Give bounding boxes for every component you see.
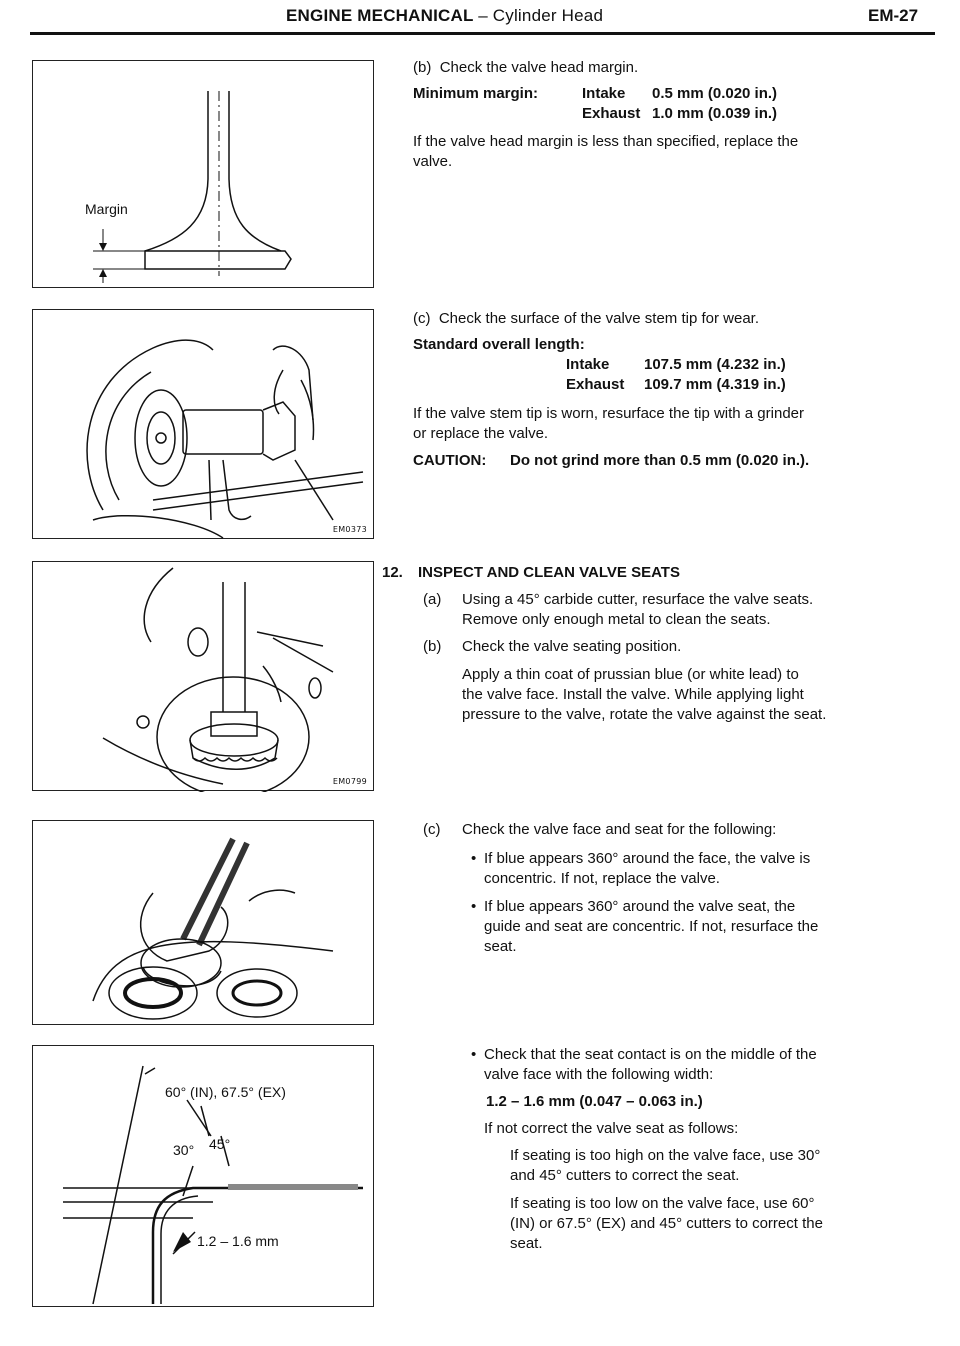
section-title: INSPECT AND CLEAN VALVE SEATS bbox=[418, 564, 680, 581]
stem-note-1: If the valve stem tip is worn, resurface the tip with a grinder bbox=[413, 405, 805, 422]
figure-code: EM0373 bbox=[332, 525, 367, 534]
too-low-line-1: If seating is too low on the valve face, use 60° bbox=[510, 1195, 815, 1212]
margin-note-2: valve. bbox=[413, 153, 453, 170]
caution-text: Do not grind more than 0.5 mm (0.020 in.). bbox=[510, 452, 810, 469]
step-b-line-1: Apply a thin coat of prussian blue (or white lead) to bbox=[462, 666, 799, 683]
step-c-text: Check the valve face and seat for the following: bbox=[462, 821, 777, 838]
intake-value: 0.5 mm (0.020 in.) bbox=[652, 85, 778, 102]
figure-valve-margin bbox=[32, 60, 374, 288]
step-b-label: (b) bbox=[423, 638, 442, 655]
contact-line-1: • Check that the seat contact is on the middle of the bbox=[484, 1045, 817, 1065]
too-high-line-1: If seating is too high on the valve face, use 30° bbox=[510, 1147, 821, 1164]
section-number: 12. bbox=[382, 564, 403, 581]
grinder-drawing bbox=[33, 310, 375, 540]
step-b-text: Check the valve seating position. bbox=[462, 638, 682, 655]
header-rule bbox=[30, 32, 935, 35]
page-number: EM-27 bbox=[868, 6, 919, 25]
contact-width-value: 1.2 – 1.6 mm (0.047 – 0.063 in.) bbox=[486, 1093, 703, 1110]
margin-note-1: If the valve head margin is less than specified, replace the bbox=[413, 133, 799, 150]
contact-line-2: valve face with the following width: bbox=[484, 1066, 714, 1083]
too-low-line-2: (IN) or 67.5° (EX) and 45° cutters to correct the bbox=[510, 1215, 823, 1232]
intake-label: Intake bbox=[566, 356, 610, 373]
bullet-face-line-2: concentric. If not, replace the valve. bbox=[484, 870, 720, 887]
step-text: Check the surface of the valve stem tip for wear. bbox=[438, 310, 759, 327]
spec-label: Standard overall length: bbox=[413, 336, 585, 353]
exhaust-value: 1.0 mm (0.039 in.) bbox=[652, 105, 778, 122]
bullet-seat-line-1: • If blue appears 360° around the valve seat, the bbox=[484, 897, 795, 917]
exhaust-label: Exhaust bbox=[582, 105, 641, 122]
valve-margin-drawing bbox=[33, 61, 375, 289]
seat-check-drawing bbox=[33, 821, 375, 1026]
figure-seat-cutter bbox=[32, 561, 374, 791]
caution-label: CAUTION: bbox=[413, 452, 487, 469]
angle-45-label: 45° bbox=[209, 1136, 231, 1152]
bullet-face-line-1: • If blue appears 360° around the face, the valve is bbox=[484, 849, 810, 869]
intake-value: 107.5 mm (4.232 in.) bbox=[644, 356, 786, 373]
figure-stem-grinding bbox=[32, 309, 374, 539]
stem-note-2: or replace the valve. bbox=[413, 425, 549, 442]
step-label: (b) bbox=[413, 59, 432, 76]
too-high-line-2: and 45° cutters to correct the seat. bbox=[510, 1167, 740, 1184]
step-text: Check the valve head margin. bbox=[439, 59, 639, 76]
step-c-stem bbox=[413, 309, 759, 329]
figure-code: EM0799 bbox=[332, 777, 367, 786]
if-not-correct: If not correct the valve seat as follows: bbox=[484, 1120, 739, 1137]
spec-label: Minimum margin: bbox=[413, 85, 539, 102]
figure-seat-angles bbox=[32, 1045, 374, 1307]
angle-30-label: 30° bbox=[173, 1142, 195, 1158]
header-subsection: – Cylinder Head bbox=[478, 6, 604, 25]
step-b-line-2: the valve face. Install the valve. While applying light bbox=[462, 686, 804, 703]
page-header bbox=[0, 0, 960, 40]
figure-seat-check bbox=[32, 820, 374, 1025]
angle-60-label: 60° (IN), 67.5° (EX) bbox=[165, 1084, 286, 1100]
step-a-line-2: Remove only enough metal to clean the seats. bbox=[462, 611, 771, 628]
step-b-margin bbox=[413, 58, 638, 78]
exhaust-label: Exhaust bbox=[566, 376, 625, 393]
step-a-label: (a) bbox=[423, 591, 442, 608]
bullet-seat-line-2: guide and seat are concentric. If not, resurface the bbox=[484, 918, 819, 935]
step-label: (c) bbox=[413, 310, 431, 327]
step-c-label: (c) bbox=[423, 821, 441, 838]
exhaust-value: 109.7 mm (4.319 in.) bbox=[644, 376, 786, 393]
margin-label: Margin bbox=[85, 201, 128, 217]
cutter-drawing bbox=[33, 562, 375, 792]
too-low-line-3: seat. bbox=[510, 1235, 543, 1252]
seat-width-label: 1.2 – 1.6 mm bbox=[197, 1233, 279, 1249]
bullet-seat-line-3: seat. bbox=[484, 938, 517, 955]
header-section: ENGINE MECHANICAL bbox=[286, 6, 474, 25]
step-b-line-3: pressure to the valve, rotate the valve against the seat. bbox=[462, 706, 827, 723]
intake-label: Intake bbox=[582, 85, 626, 102]
header-title bbox=[286, 6, 603, 26]
step-a-line-1: Using a 45° carbide cutter, resurface the valve seats. bbox=[462, 591, 814, 608]
